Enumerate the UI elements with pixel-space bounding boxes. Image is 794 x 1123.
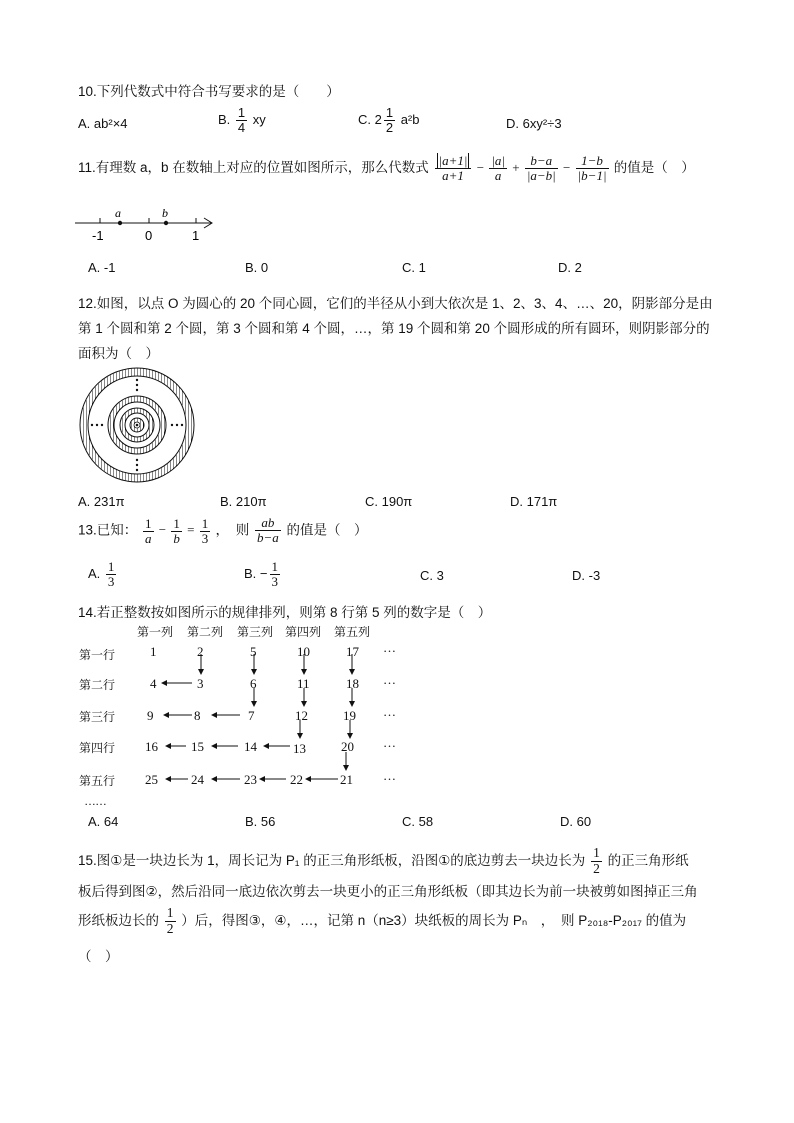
q14-cell: 19 <box>343 708 356 723</box>
q14-row-header-2: 第二行 <box>79 678 116 692</box>
q11-option-a: A. -1 <box>88 260 116 275</box>
q14-cell: 4 <box>150 676 157 691</box>
q14-col-header-2: 第二列 <box>187 625 224 639</box>
q14-option-b: B. 56 <box>245 814 276 829</box>
q11-number-line <box>70 205 220 245</box>
q14-ellipsis: … <box>383 768 396 783</box>
q11-tick-0: 0 <box>145 228 153 243</box>
q14-cell: 21 <box>340 772 353 787</box>
q14-cell: 17 <box>346 644 359 659</box>
q14-cell: 16 <box>145 739 158 754</box>
q14-cell: 25 <box>145 772 158 787</box>
q14-cell: 14 <box>244 739 257 754</box>
q13-option-c: C. 3 <box>420 568 444 583</box>
q13-option-d: D. -3 <box>572 568 601 583</box>
q12-line1: 12.如图，以点 O 为圆心的 20 个同心圆，它们的半径从小到大依次是 1、2、3、4、…、20，阴影部分是由 <box>78 296 713 311</box>
q11-stem: 11.有理数 a，b 在数轴上对应的位置如图所示，那么代数式 <box>78 159 429 175</box>
q15-line4: （ ） <box>78 949 119 964</box>
q12-line2: 第 1 个圆和第 2 个圆，第 3 个圆和第 4 个圆，…，第 19 个圆和第 20 个圆形成的所有圆环，则阴影部分的 <box>78 321 710 336</box>
q10-option-d: D. 6xy²÷3 <box>506 116 562 131</box>
q12-option-c: C. 190π <box>365 494 413 509</box>
q11-label-a: a <box>115 206 121 220</box>
q11-point-a <box>118 221 122 225</box>
q14-stem: 14.若正整数按如图所示的规律排列，则第 8 行第 5 列的数字是（ ） <box>78 605 492 620</box>
q14-option-d: D. 60 <box>560 814 592 829</box>
q14-ellipsis: … <box>383 672 396 687</box>
q14-cell: 8 <box>194 708 201 723</box>
q14-row-header-3: 第三行 <box>79 710 116 724</box>
q14-col-header-5: 第五列 <box>334 625 371 639</box>
q14-cell: 18 <box>346 676 359 691</box>
q12-option-a: A. 231π <box>78 494 125 509</box>
q11-option-c: C. 1 <box>402 260 426 275</box>
q14-col-header-1: 第一列 <box>137 625 174 639</box>
q14-vertical-ellipsis: …… <box>84 794 106 808</box>
q15-line3: 形纸板边长的 $\frac{1}{2}$ ）后，得图③，④，…，记第 n（n≥3）块纸板的周长为 Pₙ ， 则 P₂₀₁₈-P₂₀₁₇ 的值为 <box>78 905 687 936</box>
q10-option-b: B. $\frac{1}{4}$ xy <box>218 105 266 136</box>
q14-cell: 6 <box>250 676 257 691</box>
q14-cell: 5 <box>250 644 257 659</box>
q14-ellipsis: … <box>383 704 396 719</box>
q11-label-b: b <box>162 206 168 220</box>
q11-option-d: D. 2 <box>558 260 582 275</box>
q14-cell: 23 <box>244 772 257 787</box>
q14-cell: 3 <box>197 676 204 691</box>
q14-cell: 11 <box>297 676 310 691</box>
q11-point-b <box>164 221 168 225</box>
q15-line2: 板后得到图②，然后沿同一底边依次剪去一块更小的正三角形纸板（即其边长为前一块被剪如图掉正三角 <box>78 884 698 899</box>
q13-stem: 13.已知： $\frac{1}{a}$ − $\frac{1}{b}$ = $\frac{1}{3}$ ， 则 $\frac{ab}{b-a}$ 的值是（ ） <box>78 515 368 546</box>
q14-row-header-4: 第四行 <box>79 741 116 755</box>
q14-option-a: A. 64 <box>88 814 119 829</box>
q12-option-b: B. 210π <box>220 494 267 509</box>
q11-tick-neg1: -1 <box>92 228 104 243</box>
q10-option-c: C. 2 $\frac{1}{2}$ a²b <box>358 105 420 136</box>
q13-option-b: B. − $\frac{1}{3}$ <box>244 559 278 590</box>
q14-cell: 1 <box>150 644 157 659</box>
q13-option-a: A. $\frac{1}{3}$ <box>88 559 115 590</box>
q14-ellipsis: … <box>383 640 396 655</box>
q11-stem-end: 的值是（ ） <box>613 159 695 175</box>
q14-row-header-1: 第一行 <box>79 648 116 662</box>
q10-stem: 10.下列代数式中符合书写要求的是（ ） <box>78 84 340 99</box>
q14-cell: 15 <box>191 739 204 754</box>
q11-tick-1: 1 <box>192 228 200 243</box>
q15-line1: 15.图①是一块边长为 1，周长记为 P₁ 的正三角形纸板，沿图①的底边剪去一块边长为 $\frac{1}{2}$ 的正三角形纸 <box>78 845 689 876</box>
q14-cell: 12 <box>295 708 308 723</box>
q14-cell: 2 <box>197 644 204 659</box>
q14-row-header-5: 第五行 <box>79 774 116 788</box>
q12-concentric-circles-figure <box>76 366 198 486</box>
q14-cell: 24 <box>191 772 204 787</box>
q11-option-b: B. 0 <box>245 260 269 275</box>
q14-col-header-4: 第四列 <box>285 625 322 639</box>
q14-arrows <box>140 640 380 790</box>
q11-expression: $\frac{|a+1|}{a+1}$ − $\frac{|a|}{a}$ + $\frac{b-a}{|a-b|}$ − $\frac{1-b}{|b-1|}$ <box>433 160 614 175</box>
q10-option-a: A. ab²×4 <box>78 116 128 131</box>
q14-ellipsis: … <box>383 735 396 750</box>
q14-col-header-3: 第三列 <box>237 625 274 639</box>
q14-cell: 20 <box>341 739 354 754</box>
q14-cell: 7 <box>248 708 255 723</box>
q12-option-d: D. 171π <box>510 494 558 509</box>
q14-option-c: C. 58 <box>402 814 434 829</box>
q12-line3: 面积为（ ） <box>78 346 159 361</box>
q14-cell: 22 <box>290 772 303 787</box>
q11-stem-line <box>78 154 695 184</box>
q14-cell: 10 <box>297 644 310 659</box>
q14-cell: 9 <box>147 708 154 723</box>
q14-cell: 13 <box>293 741 306 756</box>
